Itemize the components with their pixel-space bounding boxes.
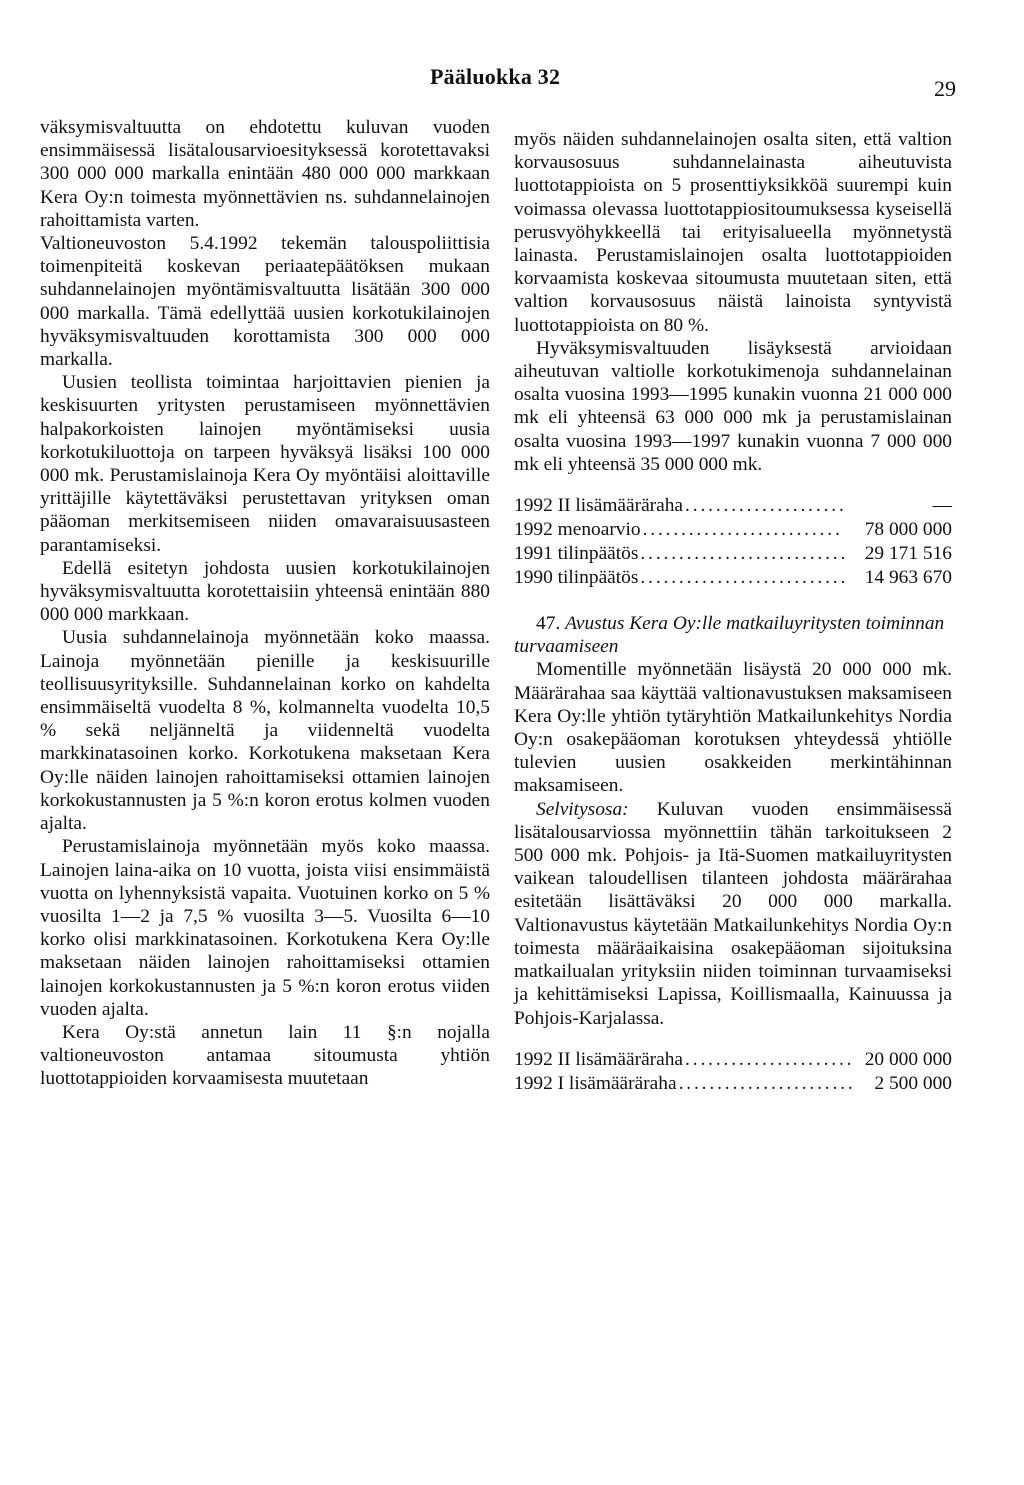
page-header bbox=[0, 64, 1024, 104]
paragraph: Edellä esitetyn johdosta uusien korkotukilainojen hyväksymisvaltuutta korotettaisiin yhteensä enintään 880 000 000 markkaan. bbox=[40, 557, 490, 626]
paragraph: Valtioneuvoston 5.4.1992 tekemän talouspoliittisia toimenpiteitä koskevan periaatepäätöksen mukaan suhdannelainojen myöntämisvaltuutta lisätään 300 000 000 markalla. Tämä edellyttää uusien korkotukilainojen hyväksymisvaltuuden korottamista 300 000 000 markalla. bbox=[40, 233, 490, 371]
paragraph: väksymisvaltuutta on ehdotettu kuluvan vuoden ensimmäisessä lisätalousarvioesityksessä korotettavaksi 300 000 000 markalla enintään 480 000 000 markkaan Kera Oy:n toimesta myönnettävien ns. suhdannelainojen rahoittamista varten. bbox=[40, 117, 490, 231]
paragraph: Uusia suhdannelainoja myönnetään koko maassa. Lainoja myönnetään pienille ja keskisuurille teollisuusyrityksille. Suhdannelainan korko on kahdelta ensimmäiseltä vuodelta 8 %, kolmannelta vuodelta 10,5 % sekä neljänneltä ja viidenneltä vuodelta markkinatasoinen korko. Korkotukena maksetaan Kera Oy:lle näiden lainojen rahoittamiseksi ottamien lainojen korkokustannusten ja 5 %:n koron erotus kolmen vuoden ajalta. bbox=[40, 627, 490, 835]
budget-label: 1991 tilinpäätös bbox=[514, 543, 639, 565]
budget-amount: 78 000 000 bbox=[864, 519, 952, 541]
budget-amount: 29 171 516 bbox=[864, 543, 952, 565]
budget-row bbox=[514, 1048, 952, 1072]
section-number: 47. bbox=[536, 613, 561, 635]
leader-dots bbox=[679, 1072, 852, 1096]
budget-row bbox=[514, 542, 952, 566]
page-title: Pääluokka 32 bbox=[430, 64, 561, 89]
paragraph: Momentille myönnetään lisäystä 20 000 000 mk. Määrärahaa saa käyttää valtionavustuksen maksamiseen Kera Oy:lle yhtiön tytäryhtiön Matkailunkehitys Nordia Oy:n osakepääoman korotuksen yhteydessä yhtiölle tulevien uusien osakkeiden merkintähinnan maksamiseen. bbox=[514, 659, 952, 797]
budget-row bbox=[514, 494, 952, 518]
page-number: 29 bbox=[934, 76, 956, 101]
budget-table-1 bbox=[514, 494, 952, 590]
budget-amount: 20 000 000 bbox=[864, 1048, 952, 1070]
budget-label: 1990 tilinpäätös bbox=[514, 567, 639, 589]
explanation-lead: Selvitysosa: bbox=[536, 798, 629, 820]
budget-label: 1992 II lisämääräraha bbox=[514, 1048, 684, 1070]
leader-dots bbox=[685, 494, 844, 518]
explanation-paragraph bbox=[514, 798, 952, 1030]
paragraph: Uusien teollista toimintaa harjoittavien pienien ja keskisuurten yritysten perustamiseen myönnettävien halpakorkoisten lainojen myöntämiseksi uusia korkotukiluottoja on tarpeen hyväksyä lisäksi 100 000 000 mk. Perustamislainoja Kera Oy myöntäisi aloittaville yrittäjille käytettäväksi perustettavan yrityksen oman pääoman merkitsemiseen niiden omavaraisuusasteen parantamiseksi. bbox=[40, 372, 490, 556]
right-column bbox=[514, 128, 952, 1118]
budget-label: 1992 I lisämääräraha bbox=[514, 1072, 677, 1094]
budget-label: 1992 menoarvio bbox=[514, 519, 641, 541]
budget-amount: — bbox=[932, 495, 952, 517]
leader-dots bbox=[640, 542, 844, 566]
budget-row bbox=[514, 1072, 952, 1096]
paragraph: Kera Oy:stä annetun lain 11 §:n nojalla valtioneuvoston antamaa sitoumusta yhtiön luottotappioiden korvaamisesta muutetaan bbox=[40, 1021, 490, 1090]
paragraph: Perustamislainoja myönnetään myös koko maassa. Lainojen laina-aika on 10 vuotta, joista viisi ensimmäistä vuotta on lyhennyksistä vapaita. Vuotuinen korko on 5 % vuosilta 1—2 ja 7,5 % vuosilta 3—5. Vuosilta 6—10 korko olisi markkinatasoinen. Korkotukena Kera Oy:lle maksetaan näiden lainojen rahoittamiseksi ottamien lainojen korkokustannusten ja 5 %:n koron erotus viiden vuoden ajalta. bbox=[40, 836, 490, 1020]
section-title: Avustus Kera Oy:lle matkailuyritysten toiminnan turvaamiseen bbox=[514, 613, 945, 658]
explanation-text: Kuluvan vuoden ensimmäisessä lisätalousarviossa myönnettiin tähän tarkoitukseen 2 500 000 mk. Pohjois- ja Itä-Suomen matkailuyritysten vaikean taloudellisen tilanteen johdosta määrärahaa esitetään lisättäväksi 20 000 000 markalla. Valtionavustus käytetään Matkailunkehitys Nordia Oy:n toimesta määräaikaisina osakepääoman sijoituksina matkailualan yrityksiin niiden toiminnan turvaamiseksi ja kehittämiseksi Lapissa, Koillismaalla, Kainuussa ja Pohjois-Karjalassa. bbox=[514, 798, 952, 1029]
budget-amount: 2 500 000 bbox=[874, 1072, 952, 1094]
budget-label: 1992 II lisämääräraha bbox=[514, 495, 684, 517]
budget-amount: 14 963 670 bbox=[864, 567, 952, 589]
leader-dots bbox=[685, 1048, 852, 1072]
leader-dots bbox=[640, 566, 844, 590]
left-column bbox=[40, 116, 490, 1091]
paragraph: Hyväksymisvaltuuden lisäyksestä arvioidaan aiheutuvan valtiolle korkotukimenoja suhdannelainan osalta vuosina 1993—1995 kunakin vuonna 21 000 000 mk eli yhteensä 63 000 000 mk ja perustamislainan osalta vuosina 1993—1997 kunakin vuonna 7 000 000 mk eli yhteensä 35 000 000 mk. bbox=[514, 337, 952, 475]
budget-row bbox=[514, 518, 952, 542]
leader-dots bbox=[643, 518, 844, 542]
budget-row bbox=[514, 566, 952, 590]
section-heading bbox=[514, 612, 952, 658]
budget-table-2 bbox=[514, 1048, 952, 1096]
paragraph: myös näiden suhdannelainojen osalta siten, että valtion korvausosuus suhdannelainasta aiheutuvista luottotappioista on 5 prosenttiyksikköä suurempi kuin voimassa olevassa luottotappiositoumuksessa kyseisellä perusvyöhykkeellä tai erityisalueella myönnetystä lainasta. Perustamislainojen osalta luottotappioiden korvaamista koskevaa sitoumusta muutetaan siten, että valtion korvausosuus näistä lainoista syntyvistä luottotappioista on 80 %. bbox=[514, 129, 952, 336]
